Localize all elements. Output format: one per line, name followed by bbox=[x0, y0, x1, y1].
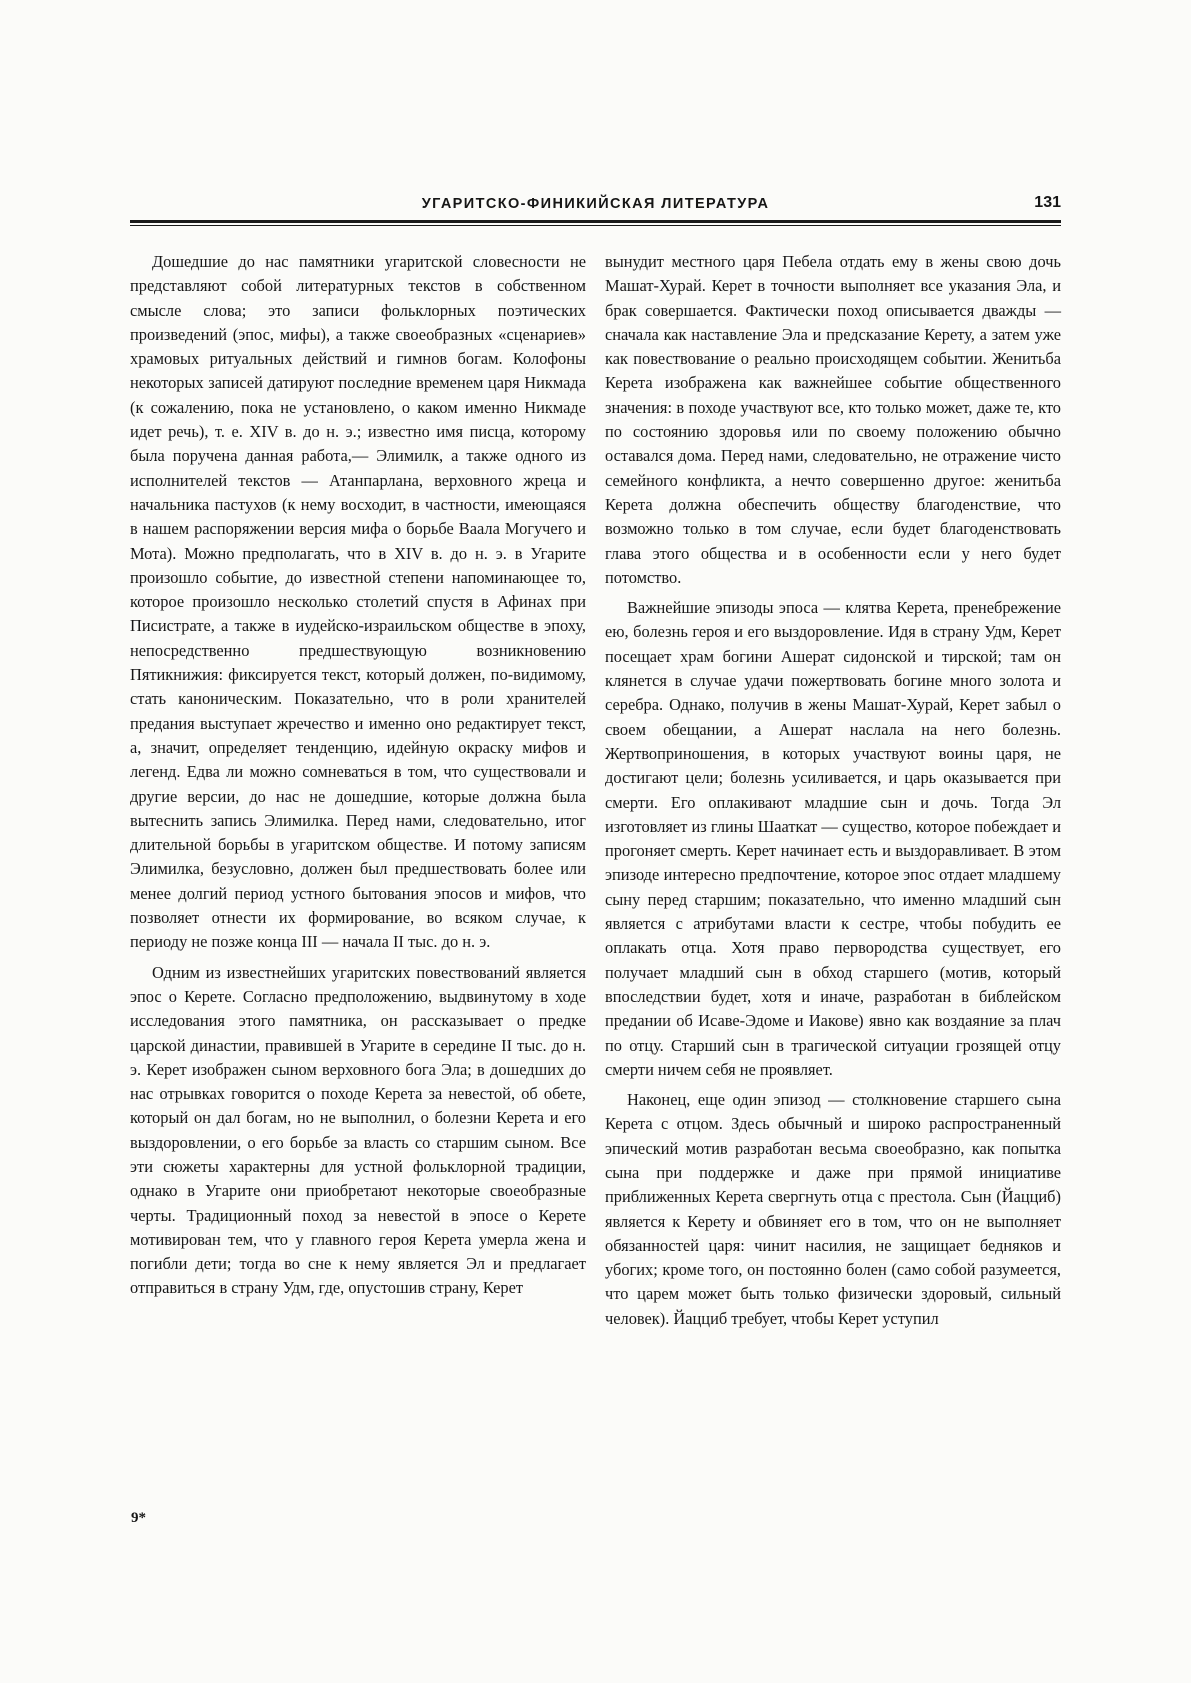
paragraph: Важнейшие эпизоды эпоса — клятва Керета, пренебрежение ею, болезнь героя и его выздоровление. Идя в страну Удм, Керет посещает храм богини Ашерат сидонской и тирской; там он клянется в случае удачи пожертвовать богине много золота и серебра. Однако, получив в жены Машат-Хурай, Керет забыл о своем обещании, а Ашерат наслала на него болезнь. Жертвоприношения, в которых участвуют воины царя, не достигают цели; болезнь усиливается, и царь оказывается при смерти. Его оплакивают младшие сын и дочь. Тогда Эл изготовляет из глины Шааткат — существо, которое побеждает и прогоняет смерть. Керет начинает есть и выздоравливает. В этом эпизоде интересно предпочтение, которое эпос отдает младшему сыну перед старшим; показательно, что именно младший сын является с атрибутами власти к сестре, чтобы побудить ее оплакать отца. Хотя право первородства существует, его получает младший сын в обход старшего (мотив, который впоследствии будет, хотя и иначе, разработан в библейском предании об Исаве-Эдоме и Иакове) явно как воздаяние за плач по отцу. Старший сын в трагической ситуации грозящей отцу смерти ничем себя не проявляет. bbox=[605, 598, 1061, 1079]
running-head bbox=[130, 196, 1061, 218]
header-rule-thin bbox=[130, 225, 1061, 226]
header-rule-thick bbox=[130, 220, 1061, 223]
signature-mark: 9* bbox=[131, 1510, 146, 1526]
right-column bbox=[605, 250, 1061, 1331]
paragraph-continued: вынудит местного царя Пебела отдать ему в жены свою дочь Машат-Хурай. Керет в точности выполняет все указания Эла, и брак совершается. Фактически поход описывается дважды — сначала как наставление Эла и предсказание Керету, а затем уже как повествование о реально происходящем событии. Женитьба Керета изображена как важнейшее событие общественного значения: в походе участвуют все, кто только может, даже те, кто по состоянию здоровья или по своему положению обычно оставался дома. Перед нами, следовательно, не отражение чисто семейного конфликта, а нечто совершенно другое: женитьба Керета должна обеспечить обществу благоденствие, что возможно только в том случае, если будет благоденствовать глава этого общества и в особенности если у него будет потомство. bbox=[605, 252, 1061, 587]
running-title: УГАРИТСКО-ФИНИКИЙСКАЯ ЛИТЕРАТУРА bbox=[421, 196, 770, 212]
left-column bbox=[130, 250, 586, 1301]
paragraph: Дошедшие до нас памятники угаритской словесности не представляют собой литературных текстов в собственном смысле слова; это записи фольклорных поэтических произведений (эпос, мифы), а также своеобразных «сценариев» храмовых ритуальных действий и гимнов богам. Колофоны некоторых записей датируют последние временем царя Никмада (к сожалению, пока не установлено, о каком именно Никмаде идет речь), т. е. XIV в. до н. э.; известно имя писца, которому была поручена данная работа,— Элимилк, а также одного из исполнителей текстов — Атанпарлана, верховного жреца и начальника пастухов (к нему восходит, в частности, имеющаяся в нашем распоряжении версия мифа о борьбе Ваала Могучего и Мота). Можно предполагать, что в XIV в. до н. э. в Угарите произошло событие, до известной степени напоминающее то, которое произошло несколько столетий спустя в Афинах при Писистрате, а также в иудейско-израильском обществе в эпоху, непосредственно предшествующую возникновению Пятикнижия: фиксируется текст, который должен, по-видимому, стать каноническим. Показательно, что в роли хранителей предания выступает жречество и именно оно редактирует текст, а, значит, определяет тенденцию, идейную окраску мифов и легенд. Едва ли можно сомневаться в том, что существовали и другие версии, до нас не дошедшие, которые должна была вытеснить запись Элимилка. Перед нами, следовательно, итог длительной борьбы в угаритском обществе. И потому записям Элимилка, безусловно, должен был предшествовать более или менее долгий период устного бытования эпосов и мифов, что позволяет отнести их формирование, во всяком случае, к периоду не позже конца III — начала II тыс. до н. э. bbox=[130, 252, 586, 952]
paragraph: Одним из известнейших угаритских повествований является эпос о Керете. Согласно предположению, выдвинутому в ходе исследования этого памятника, он рассказывает о предке царской династии, правившей в Угарите в середине II тыс. до н. э. Керет изображен сыном верховного бога Эла; в дошедших до нас отрывках говорится о походе Керета за невестой, об обете, который он дал богам, но не выполнил, о болезни Керета и его выздоровлении, о его борьбе за власть со старшим сыном. Все эти сюжеты характерны для устной фольклорной традиции, однако в Угарите они приобретают некоторые своеобразные черты. Традиционный поход за невестой в эпосе о Керете мотивирован тем, что у главного героя Керета умерла жена и погибли дети; тогда во сне к нему является Эл и предлагает отправиться в страну Удм, где, опустошив страну, Керет bbox=[130, 962, 586, 1298]
paragraph: Наконец, еще один эпизод — столкновение старшего сына Керета с отцом. Здесь обычный и широко распространенный эпический мотив разработан весьма своеобразно, как попытка сына при поддержке и даже при прямой инициативе приближенных Керета свергнуть отца с престола. Сын (Йацциб) является к Керету и обвиняет его в том, что он не выполняет обязанностей царя: чинит насилия, не защищает бедняков и убогих; кроме того, он постоянно болен (само собой разумеется, что царем может быть только физически здоровый, сильный человек). Йацциб требует, чтобы Керет уступил bbox=[605, 1090, 1061, 1328]
page-number: 131 bbox=[1034, 194, 1061, 211]
